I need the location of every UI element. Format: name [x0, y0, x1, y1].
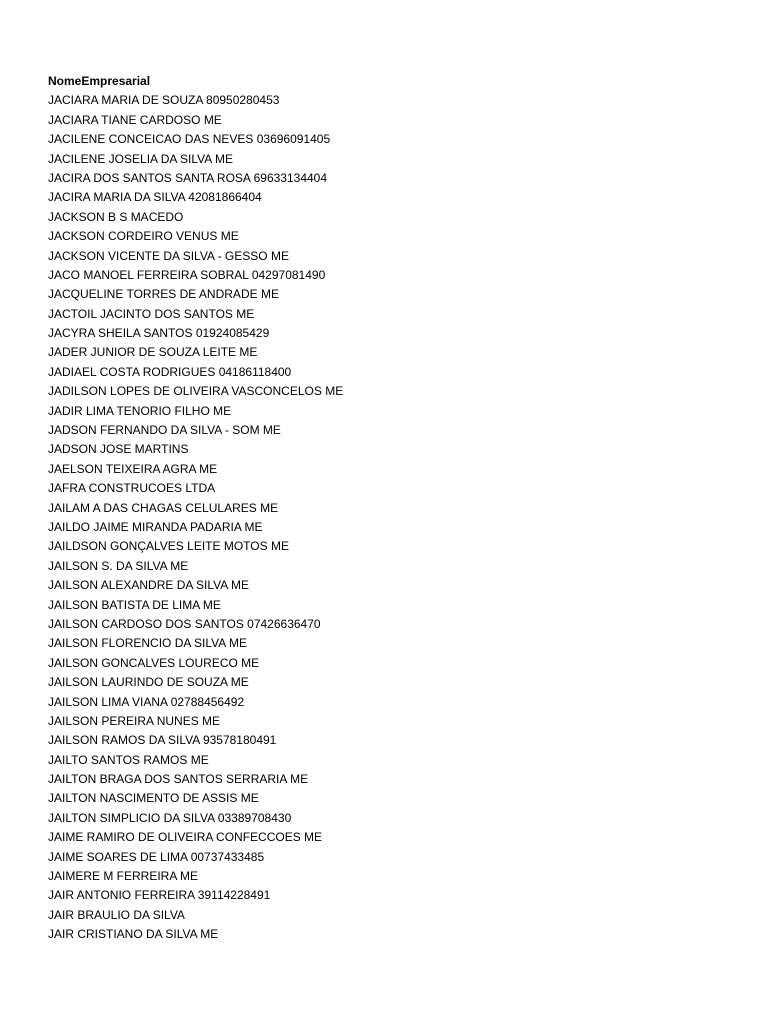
company-name-row: JAILSON S. DA SILVA ME: [48, 558, 189, 573]
company-name-row: JAILSON GONCALVES LOURECO ME: [48, 655, 260, 670]
company-name-row: JAILDO JAIME MIRANDA PADARIA ME: [48, 519, 263, 534]
company-name-row: JACTOIL JACINTO DOS SANTOS ME: [48, 306, 255, 321]
company-name-row: JACO MANOEL FERREIRA SOBRAL 04297081490: [48, 267, 326, 282]
company-name-row: JAILTON BRAGA DOS SANTOS SERRARIA ME: [48, 772, 309, 787]
company-name-row: JADIAEL COSTA RODRIGUES 04186118400: [48, 364, 292, 379]
company-name-row: JAILSON LAURINDO DE SOUZA ME: [48, 675, 249, 690]
company-name-row: JAILSON PEREIRA NUNES ME: [48, 713, 221, 728]
company-name-row: JACIARA TIANE CARDOSO ME: [48, 112, 222, 127]
company-name-row: JACKSON VICENTE DA SILVA - GESSO ME: [48, 248, 289, 263]
company-name-row: JAILSON RAMOS DA SILVA 93578180491: [48, 733, 277, 748]
company-name-row: JAIME SOARES DE LIMA 00737433485: [48, 849, 265, 864]
company-name-row: JAILSON LIMA VIANA 02788456492: [48, 694, 245, 709]
company-name-row: JAIR ANTONIO FERREIRA 39114228491: [48, 888, 271, 903]
company-name-row: JAILSON ALEXANDRE DA SILVA ME: [48, 578, 249, 593]
company-name-row: JACIRA MARIA DA SILVA 42081866404: [48, 190, 262, 205]
company-name-row: JAILTON NASCIMENTO DE ASSIS ME: [48, 791, 259, 806]
company-name-row: JADSON FERNANDO DA SILVA - SOM ME: [48, 423, 281, 438]
company-name-row: JACILENE JOSELIA DA SILVA ME: [48, 151, 233, 166]
company-name-row: JAIR BRAULIO DA SILVA: [48, 907, 185, 922]
company-name-row: JAILSON CARDOSO DOS SANTOS 07426636470: [48, 616, 321, 631]
company-name-row: JADILSON LOPES DE OLIVEIRA VASCONCELOS ME: [48, 384, 344, 399]
company-name-row: JAELSON TEIXEIRA AGRA ME: [48, 461, 218, 476]
company-name-row: JACQUELINE TORRES DE ANDRADE ME: [48, 287, 279, 302]
company-name-row: JADIR LIMA TENORIO FILHO ME: [48, 403, 232, 418]
company-name-row: JAILAM A DAS CHAGAS CELULARES ME: [48, 500, 279, 515]
company-name-row: JADSON JOSE MARTINS: [48, 442, 189, 457]
company-name-row: JACIARA MARIA DE SOUZA 80950280453: [48, 93, 280, 108]
company-name-list: [48, 91, 748, 944]
company-name-row: JAIMERE M FERREIRA ME: [48, 869, 199, 884]
company-name-row: JADER JUNIOR DE SOUZA LEITE ME: [48, 345, 258, 360]
company-name-row: JAIR CRISTIANO DA SILVA ME: [48, 927, 219, 942]
column-header-nome-empresarial: NomeEmpresarial: [48, 74, 151, 88]
company-name-row: JACKSON CORDEIRO VENUS ME: [48, 229, 239, 244]
company-name-row: JAILDSON GONÇALVES LEITE MOTOS ME: [48, 539, 289, 554]
company-name-row: JAILTO SANTOS RAMOS ME: [48, 752, 209, 767]
company-name-row: JACIRA DOS SANTOS SANTA ROSA 69633134404: [48, 170, 328, 185]
company-name-row: JAILTON SIMPLICIO DA SILVA 03389708430: [48, 810, 292, 825]
company-name-row: JACYRA SHEILA SANTOS 01924085429: [48, 326, 270, 341]
company-name-row: JAFRA CONSTRUCOES LTDA: [48, 481, 216, 496]
company-name-row: JAILSON FLORENCIO DA SILVA ME: [48, 636, 247, 651]
company-name-row: JAIME RAMIRO DE OLIVEIRA CONFECCOES ME: [48, 830, 323, 845]
company-name-row: JACKSON B S MACEDO: [48, 209, 184, 224]
company-name-row: JACILENE CONCEICAO DAS NEVES 03696091405: [48, 132, 331, 147]
company-name-row: JAILSON BATISTA DE LIMA ME: [48, 597, 221, 612]
name-list-sheet: [48, 72, 748, 945]
